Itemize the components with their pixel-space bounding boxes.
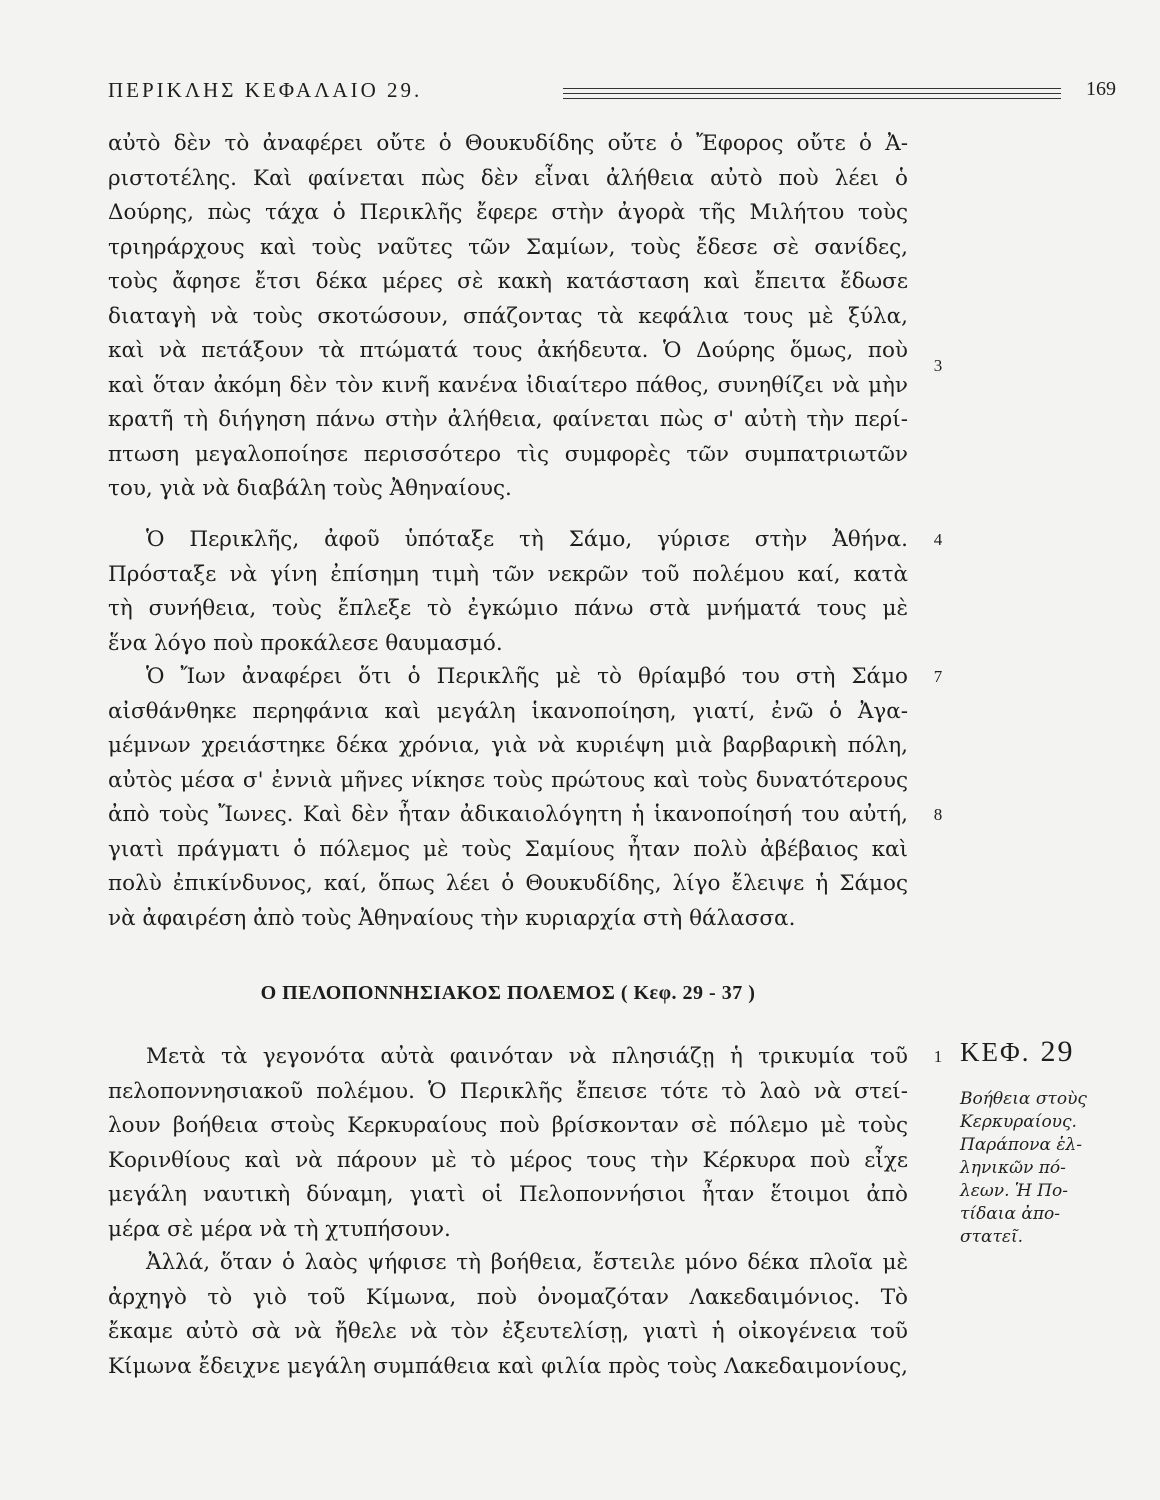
text-line: πτωση μεγαλοποίησε περισσότερο τὶς συμφορὲς τῶν συμπατριωτῶν [108,441,908,467]
summary-line: τίδαια ἀπο- [960,1204,1060,1224]
text-line: νὰ ἀφαιρέση ἀπὸ τοὺς Ἀθηναίους τὴν κυριαρχία στὴ θάλασσα. [108,905,796,931]
text-line: μεγάλη ναυτικὴ δύναμη, γιατὶ οἱ Πελοποννήσιοι ἦταν ἕτοιμοι ἀπὸ [108,1182,908,1207]
summary-line: Βοήθεια στοὺς [960,1089,1087,1109]
text-line: αὐτὸς μέσα σ' ἐννιὰ μῆνες νίκησε τοὺς πρώτους καὶ τοὺς δυνατότερους [108,767,908,793]
text-line: κρατῆ τὴ διήγηση πάνω στὴν ἀλήθεια, φαίνεται πὼς σ' αὐτὴ τὴν περί- [108,407,908,432]
text-line: διαταγὴ νὰ τοὺς σκοτώσουν, σπάζοντας τὰ κεφάλια τους μὲ ξύλα, [108,303,908,329]
margin-number: 8 [933,805,943,824]
text-line: Ὁ Περικλῆς, ἀφοῦ ὑπόταξε τὴ Σάμο, γύρισε στὴν Ἀθήνα. [146,527,908,552]
running-title: ΠΕΡΙΚΛΗΣ ΚΕΦΑΛΑΙΟ 29. [108,78,423,102]
text-line: πελοποννησιακοῦ πολέμου. Ὁ Περικλῆς ἔπεισε τότε τὸ λαὸ νὰ στεί- [108,1078,908,1104]
page-number: 169 [1086,78,1116,100]
paragraph-3 [108,660,908,936]
chapter-summary [960,1088,1118,1249]
text-line [108,558,908,593]
running-header [108,78,1116,114]
text-line: ριστοτέλης. Καὶ φαίνεται πὼς δὲν εἶναι ἀλήθεια αὐτὸ ποὺ λέει ὁ [108,165,908,191]
text-line: αὐτὸ δὲν τὸ ἀναφέρει οὔτε ὁ Θουκυδίδης οὔτε ὁ Ἔφορος οὔτε ὁ Ἀ- [108,131,908,156]
section-title: Ο ΠΕΛΟΠΟΝΝΗΣΙΑΚΟΣ ΠΟΛΕΜΟΣ ( Κεφ. 29 - 37 ) [260,982,756,1004]
summary-line: λεων. Ἡ Πο- [960,1181,1068,1201]
text-line: πολὺ ἐπικίνδυνος, καί, ὅπως λέει ὁ Θουκυδίδης, λίγο ἔλειψε ἡ Σάμος [108,871,908,896]
text-line: του, γιὰ νὰ διαβάλη τοὺς Ἀθηναίους. [108,476,512,501]
summary-line: Παράπονα ἑλ- [960,1135,1083,1155]
text-line: Κορινθίους καὶ νὰ πάρουν μὲ τὸ μέρος τους τὴν Κέρκυρα ποὺ εἶχε [108,1147,908,1173]
text-line: ἕνα λόγο ποὺ προκάλεσε θαυμασμό. [108,630,503,656]
summary-line: ληνικῶν πό- [960,1158,1066,1178]
text-fragment: Πρόσταξε νὰ γίνη ἐπίσημη τιμὴ τῶν νεκρῶν τοῦ πολέμου καί, κατὰ [108,561,908,587]
text-line: γιατὶ πράγματι ὁ πόλεμος μὲ τοὺς Σαμίους ἦταν πολὺ ἀβέβαιος καὶ [108,836,908,862]
text-line: Μετὰ τὰ γεγονότα αὐτὰ φαινόταν νὰ πλησιάζῃ ἡ τρικυμία τοῦ [146,1044,908,1069]
text-line: τριηράρχους καὶ τοὺς ναῦτες τῶν Σαμίων, τοὺς ἔδεσε σὲ σανίδες, [108,234,908,260]
text-line: μέρα σὲ μέρα νὰ τὴ χτυπήσουν. [108,1216,451,1242]
section-paragraph-1 [108,1040,908,1247]
header-rule [563,88,1061,89]
margin-number: 4 [933,530,943,549]
text-line: τὴ συνήθεια, τοὺς ἔπλεξε τὸ ἐγκώμιο πάνω στὰ μνήματά τους μὲ [108,596,908,621]
text-line: τοὺς ἄφησε ἔτσι δέκα μέρες σὲ κακὴ κατάσταση καὶ ἔπειτα ἔδωσε [108,269,908,294]
text-line: ἔκαμε αὐτὸ σὰ νὰ ἤθελε νὰ τὸν ἐξευτελίσῃ, γιατὶ ἡ οἰκογένεια τοῦ [108,1319,908,1344]
text-line: Ὁ Ἴων ἀναφέρει ὅτι ὁ Περικλῆς μὲ τὸ θρίαμβό του στὴ Σάμο [146,664,908,689]
text-line: ἀρχηγὸ τὸ γιὸ τοῦ Κίμωνα, ποὺ ὀνομαζόταν Λακεδαιμόνιος. Τὸ [108,1284,908,1310]
chapter-number: 29 [1040,1035,1075,1068]
margin-number: 1 [933,1047,943,1066]
text-line: καὶ ὅταν ἀκόμη δὲν τὸν κινῆ κανένα ἰδιαίτερο πάθος, συνηθίζει νὰ μὴν [108,372,908,398]
text-line: Ἀλλά, ὅταν ὁ λαὸς ψήφισε τὴ βοήθεια, ἔστειλε μόνο δέκα πλοῖα μὲ [146,1250,908,1275]
text-line: καὶ νὰ πετάξουν τὰ πτώματά τους ἀκήδευτα. Ὁ Δούρης ὅμως, ποὺ [108,338,908,363]
text-line: Κίμωνα ἔδειχνε μεγάλη συμπάθεια καὶ φιλία πρὸς τοὺς Λακεδαιμονίους, [108,1353,908,1379]
header-rule [563,98,1061,99]
chapter-label-text: ΚΕΦ. [960,1037,1031,1067]
summary-line: στατεῖ. [960,1227,1024,1247]
paragraph-2 [108,523,908,661]
header-rule [563,93,1061,94]
margin-number: 7 [933,667,943,686]
section-paragraph-2 [108,1246,908,1384]
text-line: αἰσθάνθηκε περηφάνια καὶ μεγάλη ἱκανοποίηση, γιατί, ἐνῶ ὁ Ἀγα- [108,698,908,724]
summary-line: Κερκυραίους. [960,1112,1077,1132]
margin-number: 3 [933,356,943,375]
text-line: λουν βοήθεια στοὺς Κερκυραίους ποὺ βρίσκονταν σὲ πόλεμο μὲ τοὺς [108,1113,908,1138]
chapter-label [960,1035,1074,1069]
text-line: ἀπὸ τοὺς Ἴωνες. Καὶ δὲν ἦταν ἀδικαιολόγητη ἡ ἱκανοποίησή του αὐτή, [108,802,908,827]
text-line: μέμνων χρειάστηκε δέκα χρόνια, γιὰ νὰ κυριέψη μιὰ βαρβαρικὴ πόλη, [108,733,908,758]
text-line: Δούρης, πὼς τάχα ὁ Περικλῆς ἔφερε στὴν ἀγορὰ τῆς Μιλήτου τοὺς [108,200,908,225]
paragraph-1 [108,127,908,507]
